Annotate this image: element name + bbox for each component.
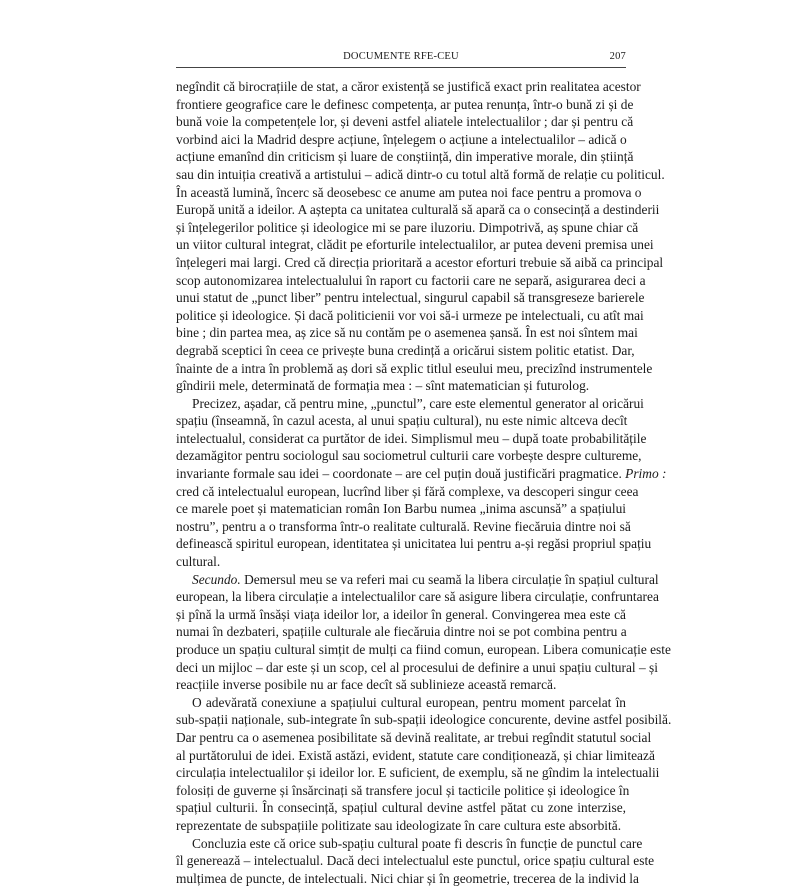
text-line: vorbind aici la Madrid despre acțiune, înțelegem o acțiune a intelectualilor – adică o (176, 131, 627, 147)
paragraph-2 (176, 395, 667, 571)
text-line: politice și ideologice. Și dacă politicienii vor voi să-i urmeze pe intelectuali, cu atît mai (176, 307, 644, 323)
text-line: al purtătorului de idei. Există astăzi, evident, statute care condiționează, și chiar limitează (176, 747, 655, 763)
text-line: european, la libera circulație a intelectualilor care să asigure libera circulație, confruntarea (176, 589, 659, 605)
text-line: Precizez, așadar, că pentru mine, „punctul”, care este elementul generator al oricărui (192, 395, 644, 411)
text-line: intelectualul, considerat ca purtător de idei. Simplismul meu – după toate probabilitățile (176, 430, 647, 446)
text-fragment: Demersul meu se va referi mai cu seamă la libera circulație în spațiul cultural (240, 571, 659, 587)
text-fragment: invariante formale sau idei – coordonate – are cel puțin două justificări pragmatice. (176, 466, 626, 482)
text-line: sau din intuiția creativă a artistului – adică dintr-o cu totul altă formă de relație cu politicul. (176, 166, 665, 182)
text-line: O adevărată conexiune a spațiului cultural european, pentru moment parcelat în (192, 694, 626, 710)
book-page (176, 50, 672, 886)
text-line: înțelegeri mai largi. Cred că direcția prioritară a acestor eforturi trebuie să aibă ca principal (176, 254, 664, 270)
text-line: dezamăgitor pentru sociologul sau sociometrul culturii care vorbește despre cultureme, (176, 448, 642, 464)
text-line: sub-spații naționale, sub-integrate în sub-spații ideologice concurente, devine astfel posibilă. (176, 712, 672, 728)
text-line: și înțelegerilor politice și ideologice mi se pare iluzoriu. Dimpotrivă, aș spune chiar că (176, 219, 639, 235)
text-line: Dar pentru ca o asemenea posibilitate să devină realitate, ar trebui regîndit statutul social (176, 729, 652, 745)
text-line: folosiți de guverne și însărcinați să transfere jocul și tacticile politice și ideologice în (176, 782, 630, 798)
text-line-with-primo (176, 465, 667, 483)
text-line: cultural. (176, 554, 221, 570)
text-line: frontiere geografice care le definesc competența, ar putea renunța, într-o bună zi și de (176, 96, 634, 112)
text-line-with-secundo (176, 571, 659, 589)
text-line: produce un spațiu cultural simțit de mulți ca fiind comun, european. Libera comunicație este (176, 642, 671, 657)
text-line: circulația intelectualilor și ideilor lor. E suficient, de exemplu, să ne gîndim la intelectualii (176, 765, 660, 781)
text-line: negîndit că birocrațiile de stat, a căror existență se justifică exact prin realitatea acestor (176, 79, 641, 94)
text-line: reprezentate de subspațiile politizate sau ideologizate în care cultura este absorbită. (176, 817, 622, 833)
text-line: bine ; din partea mea, aș zice să nu contăm pe o asemenea șansă. În est noi sîntem mai (176, 325, 638, 341)
text-line: nostru”, pentru a o transforma într-o realitate culturală. Revine fiecăruia dintre noi să (176, 518, 631, 534)
text-line: definească spiritul european, identitatea și unicitatea lui pentru a-și regăsi propriul spațiu (176, 536, 652, 552)
text-line: spațiu (înseamnă, în cazul acesta, al unui spațiu cultural), nu este nimic altceva decît (176, 413, 628, 429)
text-line: Europă unită a ideilor. A aștepta ca unitatea culturală să apară ca o consecință a destinderii (176, 202, 660, 218)
text-line: degrabă sceptici în ceea ce privește buna credință a oricărui sistem politic etatist. Dar, (176, 342, 635, 358)
text-line: acțiune emanînd din criticism și luare de conștiință, din imperative morale, din știință (176, 149, 634, 165)
text-line: scop autonomizarea intelectualului în raport cu factorii care ne separă, asigurarea deci a (176, 272, 646, 288)
text-line: numai în dezbateri, spațiile culturale ale fiecăruia dintre noi se pot combina pentru a (176, 624, 627, 640)
page-number: 207 (609, 51, 626, 62)
text-line: ce marele poet și matematician român Ion Barbu numea „inima ascunsă” a spațiului (176, 501, 626, 517)
running-header-title: DOCUMENTE RFE-CEU (343, 51, 459, 62)
body-text (176, 78, 672, 887)
text-line: un viitor cultural integrat, clădit pe eforturile intelectualilor, ar putea deveni premisa unei (176, 237, 654, 253)
text-line: bună voie la competențele lor, și deveni astfel aliatele intelectualilor ; dar și pentru că (176, 114, 634, 130)
paragraph-5 (176, 835, 655, 887)
paragraph-3 (176, 571, 671, 694)
text-line: deci un mijloc – dar este și un scop, cel al procesului de definire a unui spațiu cultural – și (176, 659, 658, 675)
text-line: gîndirii mele, determinată de formația mea : – sînt matematician și futurolog. (176, 378, 590, 394)
text-line: În această lumină, încerc să deosebesc ce anume am putea noi face pentru a promova o (176, 184, 642, 200)
text-line: mulțimea de puncte, de intelectuali. Nici chiar și în geometrie, trecerea de la individ la (176, 870, 639, 886)
primo-label: Primo : (625, 466, 667, 482)
text-line: Concluzia este că orice sub-spațiu cultural poate fi descris în funcție de punctul care (192, 835, 643, 851)
text-line: spațiul culturii. În consecință, spațiul cultural devine astfel pătat cu zone interzise, (176, 800, 626, 816)
text-line: unui statut de „punct liber” pentru intelectual, singurul capabil să transgreseze barierele (176, 290, 645, 306)
paragraph-1 (176, 78, 665, 395)
text-line: înainte de a intra în problemă aș dori să explic titlul eseului meu, precizînd instrumentele (176, 360, 653, 376)
paragraph-4 (176, 694, 672, 835)
secundo-label: Secundo. (192, 571, 241, 587)
running-header (176, 50, 626, 68)
text-line: și pînă la urmă însăși viața ideilor lor, a ideilor în general. Convingerea mea este că (176, 606, 626, 622)
text-line: îl generează – intelectualul. Dacă deci intelectualul este punctul, orice spațiu cultural este (176, 853, 655, 869)
text-line: reacțiile inverse posibile nu ar face decît să sublinieze această remarcă. (176, 677, 557, 693)
text-line: cred că intelectualul european, lucrînd liber și fără complexe, va descoperi singur ceea (176, 483, 639, 499)
